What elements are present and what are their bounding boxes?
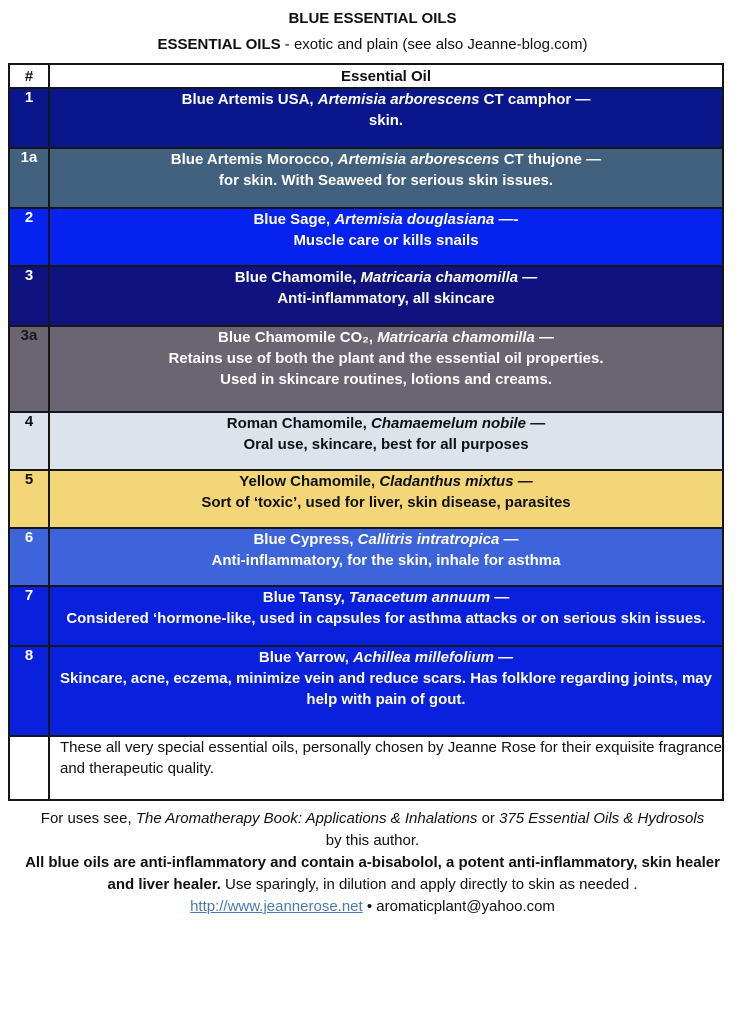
text-segment: Retains use of both the plant and the essential oil properties. (168, 350, 604, 367)
text-segment: Blue Chamomile, (234, 269, 361, 286)
text-segment: Used in skincare routines, lotions and creams. (220, 371, 552, 388)
note-row (9, 736, 723, 800)
page-subtitle (0, 35, 745, 55)
subtitle-bold-text: ESSENTIAL OILS (157, 36, 281, 53)
row-number-cell: 3a (9, 326, 49, 412)
oil-line (50, 471, 722, 492)
table-row (9, 470, 723, 528)
text-segment: or (477, 810, 500, 827)
oil-line (50, 230, 722, 251)
text-segment: CT camphor — (479, 91, 591, 108)
text-segment: —- (494, 211, 519, 228)
text-segment: Cladanthus mixtus (379, 473, 514, 490)
header-number-cell: # (9, 64, 49, 88)
text-segment: Tanacetum annuum (348, 589, 491, 606)
row-number-cell: 3 (9, 266, 49, 326)
oil-cell (49, 736, 723, 800)
oil-line (50, 110, 722, 131)
text-segment: For uses see, (40, 810, 136, 827)
footer-line (0, 808, 745, 830)
oil-cell (49, 148, 723, 208)
subtitle-rest-text: - exotic and plain (see also Jeanne-blog.com) (280, 36, 588, 53)
text-segment: Use sparingly, in dilution and apply directly to skin as needed . (220, 876, 638, 893)
table-row (9, 528, 723, 586)
row-number-cell: 5 (9, 470, 49, 528)
footer-line (20, 852, 726, 896)
table-row (9, 208, 723, 266)
text-segment: Skincare, acne, eczema, minimize vein and reduce scars. Has folklore regarding joints, may help with pain of gout. (60, 670, 712, 708)
text-segment: — (526, 415, 546, 432)
oil-line (50, 170, 722, 191)
row-number-cell: 1 (9, 88, 49, 148)
oil-line (50, 89, 722, 110)
row-number-cell: 2 (9, 208, 49, 266)
text-segment: Achillea millefolium (353, 649, 494, 666)
oil-cell (49, 208, 723, 266)
text-segment: skin. (368, 112, 404, 129)
text-segment: • aromaticplant@yahoo.com (362, 898, 555, 915)
text-segment: Blue Artemis Morocco, (170, 151, 338, 168)
text-segment: Anti-inflammatory, all skincare (277, 290, 495, 307)
table-row (9, 266, 723, 326)
text-segment: Roman Chamomile, (226, 415, 371, 432)
oil-cell (49, 326, 723, 412)
table-row (9, 148, 723, 208)
row-number-cell: 7 (9, 586, 49, 646)
text-segment: Blue Tansy, (262, 589, 349, 606)
oil-line (50, 413, 722, 434)
oil-cell (49, 470, 723, 528)
page-title: BLUE ESSENTIAL OILS (288, 10, 457, 27)
oil-line (50, 369, 722, 390)
table-row (9, 88, 723, 148)
text-segment: by this author. (325, 832, 420, 849)
header-oil-cell: Essential Oil (49, 64, 723, 88)
oil-line (50, 149, 722, 170)
text-segment: All blue oils are anti-inflammatory and contain a-bisabolol, a potent anti-inflammatory, skin healer and liver healer. (25, 854, 720, 893)
text-segment: Matricaria chamomilla (360, 269, 519, 286)
text-segment: Chamaemelum nobile (370, 415, 527, 432)
text-segment: Blue Sage, (253, 211, 335, 228)
text-segment: Considered ‘hormone-like, used in capsules for asthma attacks or on serious skin issues. (66, 610, 706, 627)
oil-line (50, 608, 722, 629)
oil-table-body (9, 88, 723, 800)
oil-line (50, 587, 722, 608)
text-segment: Sort of ‘toxic’, used for liver, skin disease, parasites (201, 494, 571, 511)
text-segment: Anti-inflammatory, for the skin, inhale for asthma (211, 552, 561, 569)
text-segment: Artemisia arborescens (337, 151, 500, 168)
text-segment: CT thujone — (499, 151, 602, 168)
oil-line (50, 668, 722, 710)
oil-line (50, 348, 722, 369)
oil-cell (49, 528, 723, 586)
text-segment: Blue Cypress, (253, 531, 358, 548)
header-row (9, 64, 723, 88)
oil-line (50, 267, 722, 288)
row-number-cell: 4 (9, 412, 49, 470)
text-segment: — (499, 531, 519, 548)
oil-cell (49, 586, 723, 646)
table-header (9, 64, 723, 88)
text-segment: Oral use, skincare, best for all purposes (243, 436, 529, 453)
text-segment: Blue Chamomile CO₂, (218, 329, 378, 346)
footer (0, 808, 745, 918)
text-segment: for skin. With Seaweed for serious skin issues. (218, 172, 554, 189)
table-row (9, 586, 723, 646)
table-row (9, 646, 723, 736)
text-segment: Artemisia douglasiana (334, 211, 495, 228)
table-row (9, 326, 723, 412)
text-segment: Callitris intratropica (357, 531, 500, 548)
row-number-cell: 1a (9, 148, 49, 208)
text-segment: Matricaria chamomilla (377, 329, 535, 346)
oil-line (50, 209, 722, 230)
text-segment: — (518, 269, 538, 286)
table-row (9, 412, 723, 470)
text-segment: Blue Yarrow, (258, 649, 354, 666)
text-segment: — (534, 329, 554, 346)
text-segment: — (513, 473, 533, 490)
text-segment: Yellow Chamomile, (239, 473, 380, 490)
oil-line (50, 529, 722, 550)
oil-line (50, 647, 722, 668)
oil-line (50, 492, 722, 513)
oil-line (50, 327, 722, 348)
oil-line (50, 434, 722, 455)
text-segment: These all very special essential oils, personally chosen by Jeanne Rose for their exquisite fragrance and therapeutic quality. (60, 739, 723, 777)
oil-cell (49, 646, 723, 736)
text-segment: — (490, 589, 510, 606)
oil-line (60, 737, 722, 779)
essential-oils-table (8, 63, 724, 801)
row-number-cell: 8 (9, 646, 49, 736)
text-segment: Blue Artemis USA, (181, 91, 318, 108)
text-segment: The Aromatherapy Book: Applications & Inhalations (135, 810, 478, 827)
row-number-cell: 6 (9, 528, 49, 586)
footer-line (0, 896, 745, 918)
oil-cell (49, 266, 723, 326)
oil-line (50, 288, 722, 309)
row-number-cell (9, 736, 49, 800)
footer-line (0, 830, 745, 852)
text-segment: 375 Essential Oils & Hydrosols (499, 810, 705, 827)
website-link[interactable]: http://www.jeannerose.net (190, 898, 363, 915)
oil-cell (49, 88, 723, 148)
text-segment: — (493, 649, 514, 666)
text-segment: Muscle care or kills snails (293, 232, 479, 249)
oil-line (50, 550, 722, 571)
text-segment: Artemisia arborescens (317, 91, 480, 108)
oil-cell (49, 412, 723, 470)
